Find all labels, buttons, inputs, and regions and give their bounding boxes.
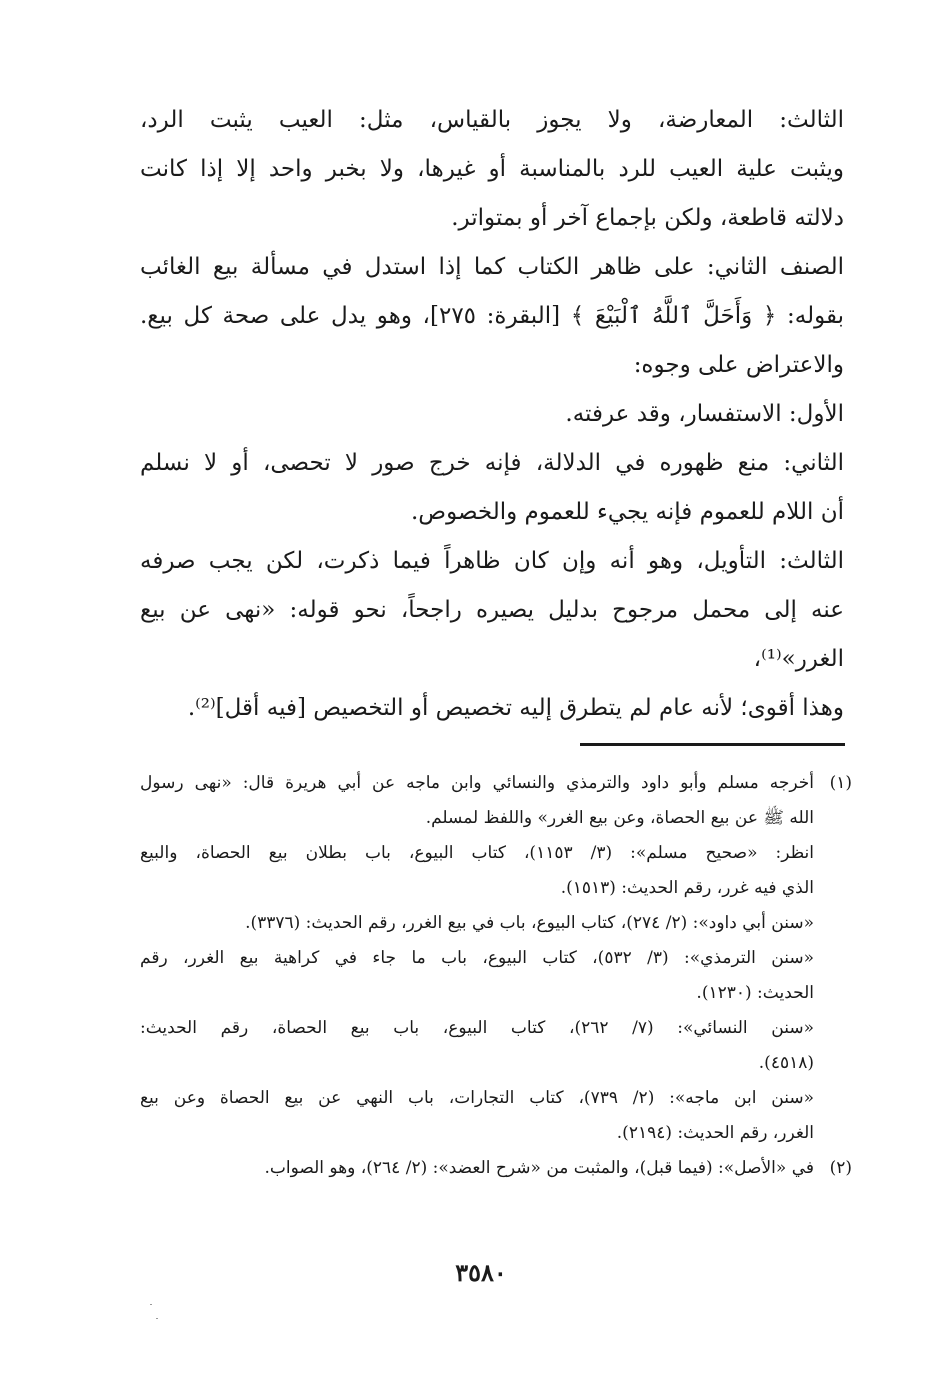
main-text	[140, 96, 844, 733]
footnotes	[140, 766, 852, 1186]
footnote-line: أخرجه مسلم وأبو داود والترمذي والنسائي وابن ماجه عن أبي هريرة قال: «نهى رسول	[140, 773, 814, 793]
paragraph-line: أن اللام للعموم فإنه يجيء للعموم والخصوص.	[410, 499, 844, 525]
paragraph-line: دلالته قاطعة، ولكن بإجماع آخر أو بمتواتر.	[451, 205, 844, 231]
footnote-line: «سنن الترمذي»: (٣/ ٥٣٢)، كتاب البيوع، باب ما جاء في كراهية بيع الغرر، رقم	[140, 948, 814, 968]
paragraph-line: والاعتراض على وجوه:	[633, 352, 844, 378]
paragraph-line: الصنف الثاني: على ظاهر الكتاب كما إذا استدل في مسألة بيع الغائب	[140, 254, 844, 280]
footnote-1	[140, 766, 852, 1151]
footnote-2	[140, 1151, 852, 1186]
paragraph-line: عنه إلى محمل مرجوح بدليل يصيره راجحاً، نحو قوله: «نهى عن بيع الغرر»⁽¹⁾،	[140, 597, 844, 672]
paragraph-line: ويثبت علية العيب للرد بالمناسبة أو غيرها، ولا بخبر واحد إلا إذا كانت	[140, 156, 844, 182]
footnote-line: في «الأصل»: (فيما قبل)، والمثبت من «شرح العضد»: (٢/ ٢٦٤)، وهو الصواب.	[264, 1158, 814, 1178]
footnote-number: (٢)	[829, 1158, 852, 1178]
scan-speck	[156, 1318, 158, 1319]
footnote-divider	[580, 743, 845, 746]
paragraph-line: بقوله: ﴿ وَأَحَلَّ ٱللَّهُ ٱلْبَيْعَ ﴾ [البقرة: ٢٧٥]، وهو يدل على صحة كل بيع.	[140, 303, 845, 329]
footnote-line: الغرر، رقم الحديث: (٢١٩٤).	[616, 1123, 814, 1143]
paragraph-line: الثاني: منع ظهوره في الدلالة، فإنه خرج صور لا تحصى، أو لا نسلم	[140, 450, 844, 476]
paragraph-line: الثالث: المعارضة، ولا يجوز بالقياس، مثل: العيب يثبت الرد،	[140, 107, 844, 133]
footnote-line: الحديث: (١٢٣٠).	[696, 983, 814, 1003]
paragraph-line: الأول: الاستفسار، وقد عرفته.	[565, 401, 844, 427]
footnote-line: (٤٥١٨).	[758, 1053, 814, 1073]
footnote-line: «سنن ابن ماجه»: (٢/ ٧٣٩)، كتاب التجارات، باب النهي عن بيع الحصاة وعن بيع	[140, 1088, 814, 1108]
paragraph-line: وهذا أقوى؛ لأنه عام لم يتطرق إليه تخصيص أو التخصيص [فيه أقل]⁽²⁾.	[187, 695, 844, 721]
footnote-body	[140, 766, 814, 1151]
page-number: ٣٥٨٠	[455, 1258, 507, 1287]
scan-speck	[150, 1304, 152, 1305]
footnote-line: انظر: «صحيح مسلم»: (٣/ ١١٥٣)، كتاب البيوع، باب بطلان بيع الحصاة، والبيع	[140, 843, 815, 863]
footnote-line: الله ﷺ عن بيع الحصاة، وعن بيع الغرر» واللفظ لمسلم.	[425, 808, 814, 828]
footnote-line: «سنن أبي داود»: (٢/ ٢٧٤)، كتاب البيوع، باب في بيع الغرر، رقم الحديث: (٣٣٧٦).	[245, 913, 814, 933]
footnote-body	[140, 1151, 814, 1186]
footnote-line: «سنن النسائي»: (٧/ ٢٦٢)، كتاب البيوع، باب بيع الحصاة، رقم الحديث:	[140, 1018, 814, 1038]
paragraph-line: الثالث: التأويل، وهو أنه وإن كان ظاهراً فيما ذكرت، لكن يجب صرفه	[140, 548, 844, 574]
footnote-number: (١)	[829, 773, 852, 793]
footnote-line: الذي فيه غرر، رقم الحديث: (١٥١٣).	[560, 878, 814, 898]
